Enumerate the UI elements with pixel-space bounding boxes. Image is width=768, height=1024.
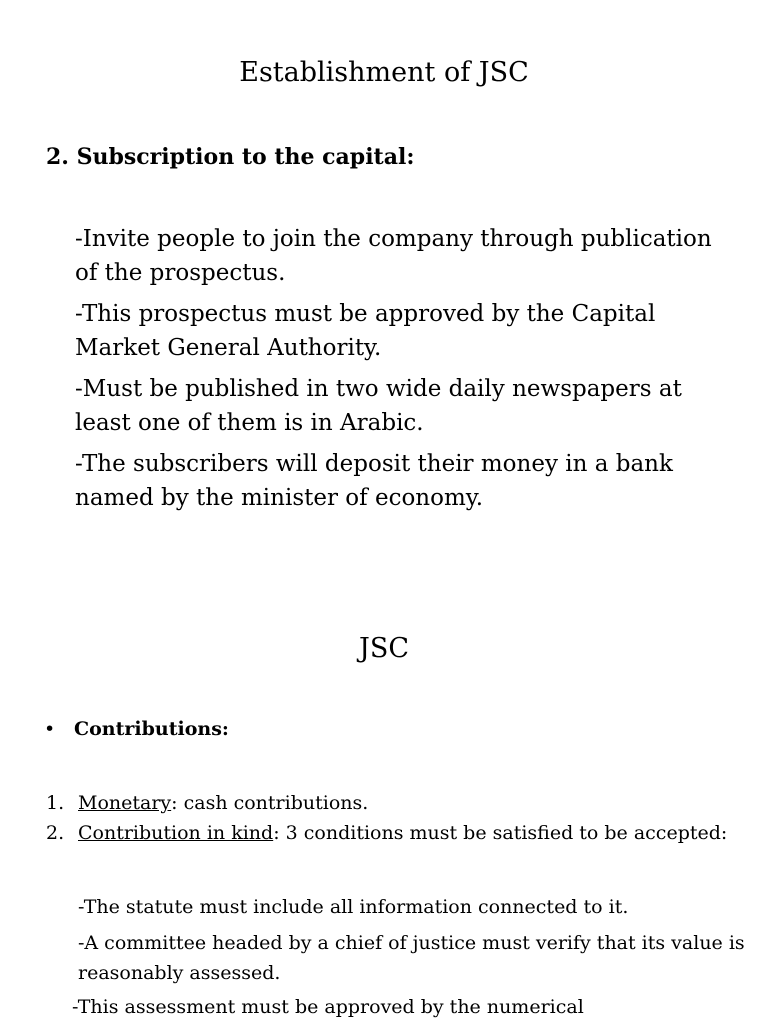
paragraph: -Must be published in two wide daily newspapers at least one of them is in Arabic.	[75, 376, 682, 436]
slide-title: JSC	[359, 633, 409, 664]
paragraph: -The subscribers will deposit their money in a bank named by the minister of economy.	[75, 451, 673, 511]
paragraph: -This prospectus must be approved by the Capital Market General Authority.	[75, 301, 656, 361]
section-heading: 2. Subscription to the capital:	[46, 144, 415, 170]
sub-point-truncated: -This assessment must be approved by the numerical	[72, 996, 584, 1018]
item-text: : 3 conditions must be satisfied to be accepted:	[273, 822, 728, 844]
list-item	[46, 818, 736, 848]
slide-jsc	[0, 612, 768, 1024]
sub-point: -The statute must include all information connected to it.	[78, 896, 629, 918]
list-item	[46, 788, 736, 818]
item-number: 1.	[46, 792, 65, 814]
bullet-label: Contributions:	[74, 718, 229, 740]
item-term: Monetary	[78, 792, 172, 814]
contributions-bullet	[44, 716, 229, 742]
sub-point-list	[78, 892, 748, 994]
paragraph-list	[75, 222, 735, 522]
item-term: Contribution in kind	[78, 822, 274, 844]
sub-point: -A committee headed by a chief of justice must verify that its value is reasonably assessed.	[78, 932, 745, 984]
item-text: : cash contributions.	[171, 792, 369, 814]
slide-title: Establishment of JSC	[239, 57, 529, 88]
item-number: 2.	[46, 822, 65, 844]
bullet-icon: •	[44, 718, 56, 740]
paragraph: -Invite people to join the company through publication of the prospectus.	[75, 226, 712, 286]
numbered-list	[46, 788, 736, 848]
